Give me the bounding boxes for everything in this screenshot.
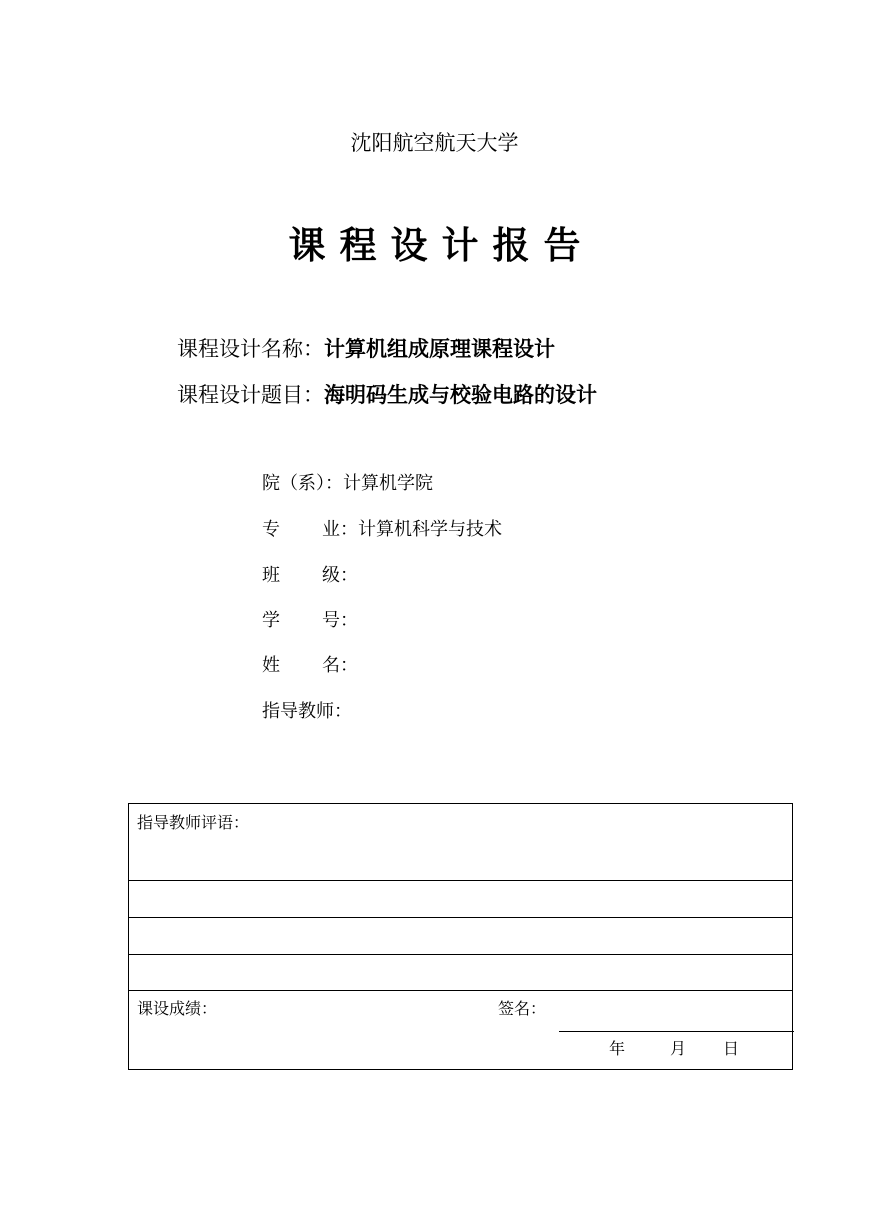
advisor-line: [262, 699, 352, 725]
class-line: [262, 563, 358, 589]
day-label: 日: [723, 1039, 740, 1058]
title-char: 计: [441, 224, 479, 267]
student-name-line: [262, 653, 358, 679]
grade-label: 课设成绩：: [137, 999, 218, 1018]
course-topic-value: 海明码生成与校验电路的设计: [324, 383, 597, 407]
title-char: 程: [339, 224, 377, 267]
grade-row: [129, 991, 792, 1069]
signature-label: 签名：: [498, 999, 547, 1018]
department-line: [262, 471, 433, 497]
comment-row: [129, 804, 792, 881]
student-id-label-start: 学: [262, 610, 280, 631]
department-label: 院（系）：: [262, 473, 343, 494]
course-topic-label: 课程设计题目：: [177, 383, 324, 407]
year-label: 年: [609, 1039, 626, 1058]
evaluation-table: [128, 803, 793, 1070]
title-char: 设: [390, 224, 428, 267]
course-name-value: 计算机组成原理课程设计: [324, 337, 555, 361]
comment-blank-row: [129, 881, 792, 918]
student-id-label-end: 号：: [322, 610, 358, 631]
major-label-end: 业：: [322, 519, 358, 540]
report-title: [0, 222, 869, 270]
title-char: 告: [543, 224, 581, 267]
advisor-label: 指导教师：: [262, 701, 352, 722]
course-name-label: 课程设计名称：: [177, 337, 324, 361]
university-name: 沈阳航空航天大学: [350, 131, 519, 155]
signature-underline: [559, 1031, 794, 1032]
comment-blank-row: [129, 955, 792, 991]
title-char: 课: [288, 224, 326, 267]
class-label-end: 级：: [322, 565, 358, 586]
department-value: 计算机学院: [343, 473, 433, 494]
month-label: 月: [670, 1039, 687, 1058]
major-line: [262, 517, 502, 543]
course-topic-line: [177, 380, 597, 410]
major-label-start: 专: [262, 519, 280, 540]
course-name-line: [177, 334, 555, 364]
comment-blank-row: [129, 918, 792, 955]
student-id-line: [262, 608, 358, 634]
title-char: 报: [492, 224, 530, 267]
major-value: 计算机科学与技术: [358, 519, 502, 540]
student-name-label-end: 名：: [322, 655, 358, 676]
class-label-start: 班: [262, 565, 280, 586]
comment-label: 指导教师评语：: [137, 813, 250, 832]
student-name-label-start: 姓: [262, 655, 280, 676]
